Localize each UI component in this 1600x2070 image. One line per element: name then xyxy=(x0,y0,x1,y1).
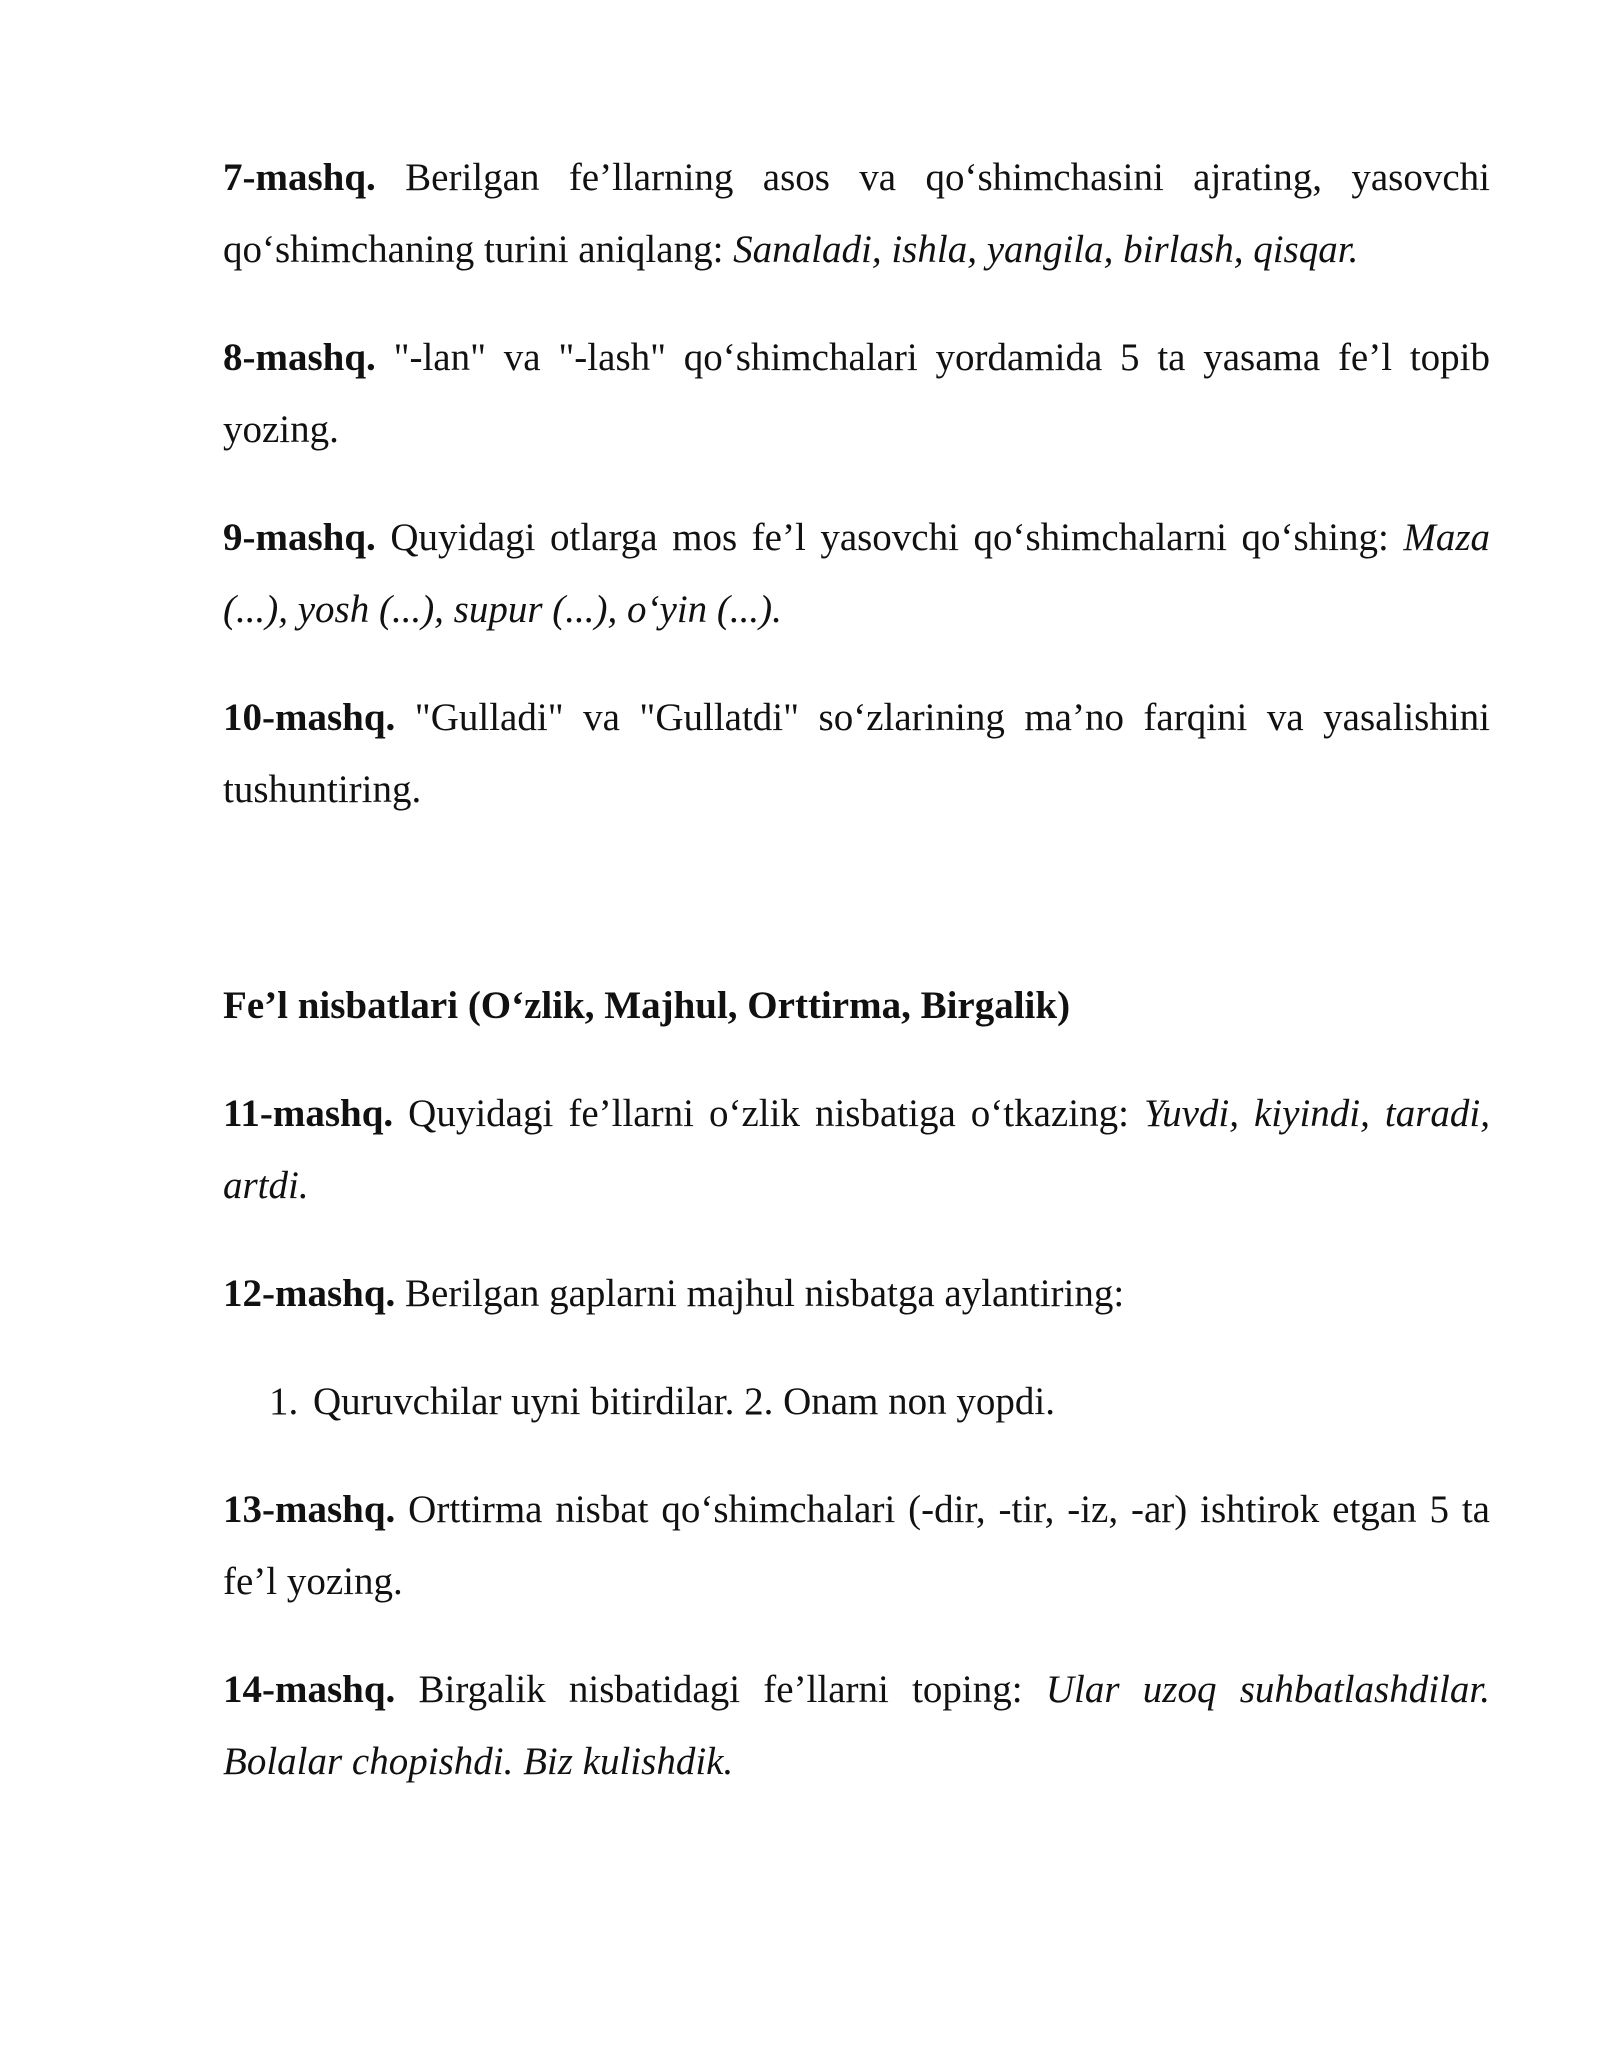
exercise-number: 8-mashq. xyxy=(223,336,376,379)
exercise-11 xyxy=(223,1078,1490,1222)
exercise-10 xyxy=(223,682,1490,826)
list-marker: 1. xyxy=(269,1380,299,1423)
exercise-text: "Gulladi" va "Gullatdi" so‘zlarining ma’no farqini va yasalishini tushuntiring. xyxy=(223,696,1490,811)
exercise-13 xyxy=(223,1474,1490,1618)
exercise-number: 13-mashq. xyxy=(223,1488,396,1531)
section-heading: Fe’l nisbatlari (O‘zlik, Majhul, Orttirma, Birgalik) xyxy=(223,984,1071,1027)
exercise-text: Berilgan gaplarni majhul nisbatga aylantiring: xyxy=(395,1272,1125,1315)
exercise-number: 11-mashq. xyxy=(223,1092,394,1135)
exercise-italic-text: Ular uzoq suhbatlashdilar. Bolalar chopishdi. Biz kulishdik. xyxy=(223,1668,1490,1783)
exercise-text: Berilgan fe’llarning asos va qo‘shimchasini ajrating, yasovchi qo‘shimchaning turini aniqlang: xyxy=(223,156,1490,271)
exercise-12 xyxy=(223,1258,1490,1330)
exercise-italic-text: Maza (...), yosh (...), supur (...), o‘yin (...). xyxy=(223,516,1490,631)
exercise-italic-text: Yuvdi, kiyindi, taradi, artdi. xyxy=(223,1092,1490,1207)
exercise-number: 12-mashq. xyxy=(223,1272,396,1315)
document-page xyxy=(223,142,1490,1834)
list-item-text: Quruvchilar uyni bitirdilar. 2. Onam non yopdi. xyxy=(313,1380,1055,1423)
exercise-number: 7-mashq. xyxy=(223,156,376,199)
section-spacer xyxy=(223,862,1490,970)
exercise-number: 14-mashq. xyxy=(223,1668,396,1711)
exercise-text: Birgalik nisbatidagi fe’llarni toping: xyxy=(395,1668,1046,1711)
exercise-italic-text: Sanaladi, ishla, yangila, birlash, qisqar. xyxy=(733,228,1359,271)
exercise-text: Quyidagi fe’llarni o‘zlik nisbatiga o‘tkazing: xyxy=(393,1092,1144,1135)
exercise-9 xyxy=(223,502,1490,646)
exercise-number: 10-mashq. xyxy=(223,696,396,739)
exercise-14 xyxy=(223,1654,1490,1798)
exercise-text: Orttirma nisbat qo‘shimchalari (-dir, -tir, -iz, -ar) ishtirok etgan 5 ta fe’l yozing. xyxy=(223,1488,1490,1603)
exercise-text: "-lan" va "-lash" qo‘shimchalari yordamida 5 ta yasama fe’l topib yozing. xyxy=(223,336,1490,451)
exercise-number: 9-mashq. xyxy=(223,516,376,559)
exercise-text: Quyidagi otlarga mos fe’l yasovchi qo‘shimchalarni qo‘shing: xyxy=(375,516,1404,559)
exercise-12-list-item xyxy=(223,1366,1490,1438)
exercise-7 xyxy=(223,142,1490,286)
exercise-8 xyxy=(223,322,1490,466)
